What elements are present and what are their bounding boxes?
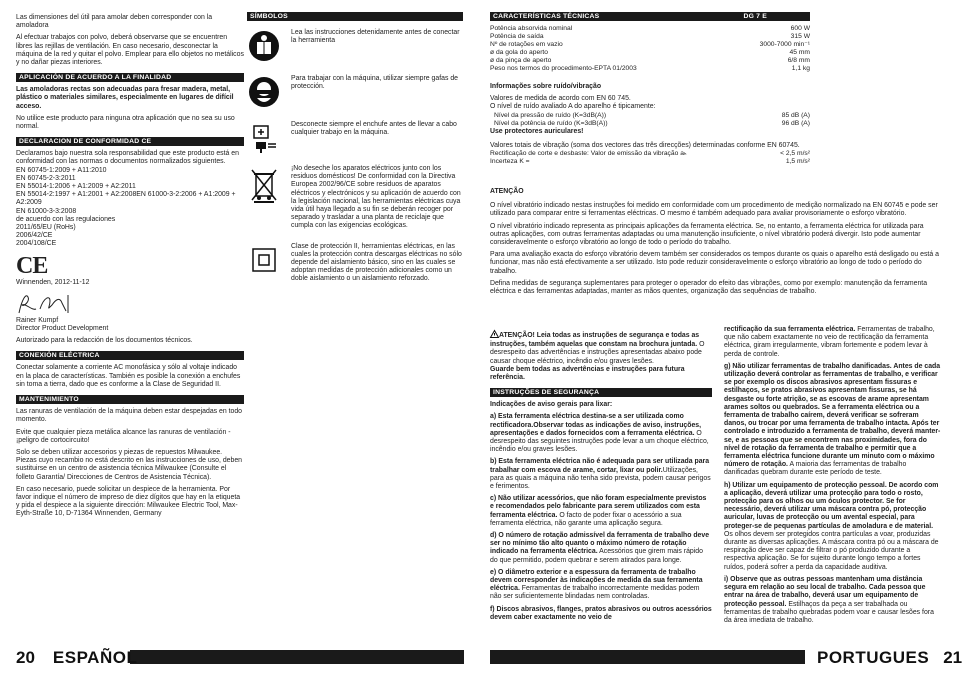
language-label: PORTUGUES <box>817 648 930 667</box>
spec-row <box>490 49 810 57</box>
noise-title: Informações sobre ruído/vibração <box>490 83 602 90</box>
spec-row-value: 6/8 mm <box>787 57 810 64</box>
spec-row-value: 45 mm <box>789 49 810 56</box>
electrical-text: Conectar solamente a corriente AC monofásica y sólo al voltaje indicado en la placa de características. También es posible la conexión a enchufes sin toma a tierra, dado que es conforme a la Clase de Seguridad II. <box>16 364 241 388</box>
signer-name: Rainer Kumpf <box>16 316 59 324</box>
page-footer <box>817 648 962 668</box>
section-header-tech <box>490 12 810 21</box>
symbol-text: Desconecte siempre el enchufe antes de llevar a cabo cualquier trabajo en la máquina. <box>291 121 457 137</box>
vibration-row <box>490 158 810 166</box>
spec-row-label: ø da gola do aperto <box>490 49 548 56</box>
spec-row <box>490 65 810 73</box>
safety-goggles-icon <box>247 75 281 109</box>
symbol-row <box>247 29 463 63</box>
section-header-safety: INSTRUÇÕES DE SEGURANÇA <box>490 388 712 397</box>
safety-subtitle: Indicações de aviso gerais para lixar: <box>490 401 613 409</box>
read-manual-icon <box>247 29 281 63</box>
safety-column-2 <box>724 326 942 629</box>
safety-list <box>490 413 712 622</box>
page-number: 20 <box>16 648 35 667</box>
noise-row-value: 85 dB (A) <box>781 111 810 119</box>
spec-row-label: Nº de rotações em vazio <box>490 41 563 48</box>
symbol-text: Clase de protección II, herramientas eléctricas, en las cuales la protección contra descargas eléctricas no sólo depende del aislamiento básico, sino en las cuales se adoptan medidas de protección adicionales como un doble aislamiento o un aislamiento reforzado. <box>291 242 462 283</box>
left-column-1 <box>16 14 244 523</box>
symbol-text: Para trabajar con la máquina, utilizar siempre gafas de protección. <box>291 75 458 91</box>
spec-row-value: 3000-7000 min⁻¹ <box>759 41 810 48</box>
warning-paragraph: ATENÇÃO! Leia todas as instruções de segurança e todas as instruções, também aquelas que constam na brochura juntada. O desrespeito das advertências e instruções apresentadas abaixo pode causar choque eléctrico, incêndio e/ou graves lesões. Guarde bem todas as advertências e instruções para futura referência. <box>490 332 705 382</box>
safety-item: d) O número de rotação admissível da ferramenta de trabalho deve ser no mínimo tão alto quanto o máximo número de rotação indicado na ferramenta eléctrica. Acessórios que girem mais rápido do que permitido, podem quebrar e serem atirados para longe. <box>490 532 710 564</box>
vibration-row-label: Incerteza K = <box>490 158 530 166</box>
noise-row-value: 96 dB (A) <box>781 119 810 127</box>
safety-item: rectificação da sua ferramenta eléctrica. Ferramentas de trabalho, que não cabem exactamente no veio de rectificação da ferramenta eléctrica, giram irregularmente, vibram fortemente e podem levar à perda de controle. <box>724 326 935 358</box>
tech-title: CARACTERÍSTICAS TÉCNICAS <box>493 13 600 20</box>
symbol-row <box>247 165 463 231</box>
application-text: Las amoladoras rectas son adecuadas para fresar madera, metal, plástico o materiales similares, especialmente en lugares de difícil acceso. <box>16 86 234 110</box>
vibration-row-value: < 2,5 m/s² <box>780 150 810 158</box>
warning-triangle-icon <box>490 330 499 341</box>
footer-bar <box>130 650 464 664</box>
left-column-2 <box>247 8 463 288</box>
weee-bin-icon <box>247 165 281 205</box>
conformity-text: Declaramos bajo nuestra sola responsabilidad que este producto está en conformidad con las normas o documentos normalizados siguientes. EN 60745-1:2009 + A11:2010 EN 60745-2-3:2011 EN 55014-1:2006 + A1:2009 + A2:2011 EN 55014-2:1997 + A1:2001 + A2:2008EN 61000-3-2:2006 + A1:2009 + A2:2009 EN 61000-3-3:2008 de acuerdo con las regulaciones 2011/65/EU (RoHs) 2006/42/CE 2004/108/CE <box>16 150 239 248</box>
symbol-text: Lea las instrucciones detenidamente antes de conectar la herramienta <box>291 29 460 45</box>
symbol-row <box>247 243 463 284</box>
attention-text: O nível vibratório indicado representa as principais aplicações da ferramenta eléctrica. Se, no entanto, a ferramenta eléctrica for utilizada para outras aplicações, com outras ferramentas adaptadas ou uma manutenção insuficiente, o nível vibratório poderá divergir. Isto pode aumentar consideravelmente o esforço vibratório ao longo de todo o período do trabalho. <box>490 222 924 247</box>
vibration-row-label: Rectificação de corte e desbaste: Valor de emissão da vibração aₕ <box>490 150 687 158</box>
authorized-text: Autorizado para la redacción de los documentos técnicos. <box>16 337 193 345</box>
attention-text: Defina medidas de segurança suplementares para proteger o operador do efeito das vibrações, como por exemplo: manutenção da ferramenta eléctrica e das ferramentas adaptadas, manter as mãos quentes, organização das sequências de trabalho. <box>490 279 928 296</box>
vibration-list <box>490 150 810 166</box>
spec-row-label: Potência absorvida nominal <box>490 25 573 32</box>
vibration-intro: Valores totais de vibração (soma dos vectores das três direcções) determinadas conforme EN 60745. <box>490 141 800 149</box>
application-note: No utilice este producto para ninguna otra aplicación que no sea su uso normal. <box>16 114 235 131</box>
attention-block <box>490 188 942 300</box>
safety-item: b) Esta ferramenta eléctrica não é adequada para ser utilizada para trabalhar com escova de arame, cortar, lixar ou polir.Utilizações, para as quais a máquina não tenha sido prevista, podem causar perigos e ferimentos. <box>490 458 711 491</box>
spec-row <box>490 41 810 49</box>
attention-text: O nível vibratório indicado nestas instruções foi medido em conformidade com um procedimento de medição normalizado na EN 60745 e pode ser utilizado para comparar entre si ferramentas eléctricas. O mesmo é também adequado para avaliar provisoriamente o esforço vibratório. <box>490 202 938 218</box>
signer-title: Director Product Development <box>16 325 109 333</box>
symbol-row <box>247 75 463 109</box>
spec-row-label: ø da pinça de aperto <box>490 57 552 64</box>
maintenance-text: Evite que cualquier pieza metálica alcance las ranuras de ventilación - ¡peligro de cortocircuito! <box>16 428 231 444</box>
intro-paragraph: Al efectuar trabajos con polvo, deberá observarse que se encuentren libres las rejillas de ventilación. En caso necesario, desconectar la máquina de la red y quitar el polvo. Emplear para ello objetos no metálicos y no dañar piezas interiores. <box>16 34 244 67</box>
spec-row <box>490 25 810 33</box>
noise-row-label: Nível da potência de ruído (K=3dB(A)) <box>494 119 608 127</box>
spec-row-value: 1,1 kg <box>791 65 810 72</box>
spec-list <box>490 25 810 73</box>
noise-intro: Valores de medida de acordo com EN 60 745. O nível de ruído avaliado A do aparelho é tipicamente: <box>490 95 656 111</box>
vibration-row-value: 1,5 m/s² <box>785 158 810 166</box>
symbol-text: ¡No deseche los aparatos eléctricos junto con los residuos domésticos! De conformidad con la Directiva Europea 2002/96/CE sobre residuos de aparatos eléctricos y electrónicos y su aplicación de acuerdo con la legislación nacional, las herramientas eléctricas cuya vida útil haya llegado a su fin se deberán recoger por separado y trasladar a una planta de reciclaje que cumpla con las exigencias ecológicas. <box>291 165 461 230</box>
section-header-application: APLICACIÓN DE ACUERDO A LA FINALIDAD <box>16 73 244 82</box>
section-header-electrical: CONEXIÓN ELÉCTRICA <box>16 351 244 360</box>
section-header-conformity: DECLARACION DE CONFORMIDAD CE <box>16 137 244 146</box>
spec-row-label: Potência de saída <box>490 33 544 40</box>
language-label: ESPAÑOL <box>52 648 138 667</box>
page-number: 21 <box>943 648 962 667</box>
spec-row <box>490 57 810 65</box>
maintenance-text: Las ranuras de ventilación de la máquina deben estar despejadas en todo momento. <box>16 408 243 424</box>
footer-bar <box>490 650 805 664</box>
safety-item: e) O diâmetro exterior e a espessura da ferramenta de trabalho devem corresponder às indicações de medida da sua ferramenta eléctrica. Ferramentas de trabalho incorrectamente medidas podem não ser suficientemente blindadas nem controladas. <box>490 568 703 601</box>
safety-item: c) Não utilizar acessórios, que não foram especialmente previstos e recomendados pelo fabricante para serem utilizados com esta ferramenta eléctrica. O facto de poder fixar o acessório a sua ferramenta eléctrica, não garante uma aplicação segura. <box>490 495 707 527</box>
tech-data-block <box>490 8 810 166</box>
noise-row <box>494 112 810 120</box>
noise-list <box>490 112 810 128</box>
intro-paragraph: Las dimensiones del útil para amolar deben corresponder con la amoladora <box>16 14 213 30</box>
spec-row-label: Peso nos termos do procedimento-EPTA 01/2003 <box>490 65 637 72</box>
class-ii-icon <box>247 243 281 277</box>
attention-text: Para uma avaliação exacta do esforço vibratório devem também ser considerados os tempos durante os quais o aparelho está desligado ou está a funcionar, mas não está efectivamente a ser utilizado. Isto pode reduzir consideravelmente o esforço vibratório ao longo de todo o período do trabalho. <box>490 251 939 275</box>
spec-row-value: 600 W <box>790 25 810 32</box>
maintenance-text: En caso necesario, puede solicitar un despiece de la herramienta. Por favor indique el número de impreso de diez dígitos que hay en la etiqueta y pida el despiece a la siguiente dirección: Milwaukee Electric Tool, Max-Eyth-Straße 10, D-71364 Winnenden, Germany <box>16 485 241 518</box>
right-page <box>477 0 962 677</box>
model-name: DG 7 E <box>743 13 767 20</box>
left-page <box>0 0 477 677</box>
vibration-row <box>490 150 810 158</box>
signature-image <box>16 291 244 317</box>
maintenance-text: Solo se deben utilizar accesorios y piezas de repuestos Milwaukee. Piezas cuyo recambio no está descrito en las instrucciones de uso, deben sustituirse en un centro de asistencia técnica Milwaukee (Consulte el folleto Garantía/ Direcciones de Centros de Asistencia Técnica). <box>16 448 242 481</box>
unplug-icon <box>247 121 281 155</box>
page-footer <box>16 648 137 668</box>
place-date: Winnenden, 2012-11-12 <box>16 278 90 286</box>
safety-item: g) Não utilizar ferramentas de trabalho danificadas. Antes de cada utilização deverá controlar as ferramentas de trabalho, e verificar se por exemplo os discos abrasivos apresentam fissuras e estilhaços, se pratos abrasivos apresentam fissuras, se há desgaste ou forte atrição, se as escovas de arame apresentam arames soltos ou quebrados. Se a ferramenta eléctrica ou a ferramenta de trabalho caírem, deverá verificar se sofreram danos, ou trocar por uma ferramenta de trabalho intacta. Após ter controlado e introduzido a ferramenta de trabalho, deverá manter-se, e as pessoas que se encontrem nas proximidades, fora do nível de rotação da ferramenta de trabalho e permitir que a ferramenta eléctrica funcione durante um minuto com o máximo número de rotação. A maioria das ferramentas de trabalho danificadas quebram durante este período de teste. <box>724 362 941 477</box>
attention-title: ATENÇÃO <box>490 188 524 195</box>
symbol-row <box>247 121 463 155</box>
noise-row <box>494 120 810 128</box>
spec-row <box>490 33 810 41</box>
safety-item: h) Utilizar um equipamento de protecção pessoal. De acordo com a aplicação, deverá utilizar uma protecção para todo o rosto, protecção para os olhos ou um óculos protector. Se for necessário, deverá utilizar uma máscara contra pó, protecção auricular, luvas de protecção ou um avental especial, para proteger-se de pequenas partículas de amoladura e de material. Os olhos devem ser protegidos contra partículas a voar, produzidas durante as diversas aplicações. A máscara contra pó ou a máscara de respiração deve ser capaz de filtrar o pó produzido durante a respectiva aplicação. Se for sujeito durante longo tempo a fortes ruídos, poderá sofrer a perda da capacidade auditiva. <box>724 481 939 571</box>
ear-protection-note: Use protectores auriculares! <box>490 127 584 135</box>
safety-list-continued <box>724 326 942 625</box>
safety-item: i) Observe que as outras pessoas mantenham uma distância segura em relação ao seu local de trabalho. Cada pessoa que entrar na área de trabalho, deverá usar um equipamento de protecção pessoal. Estilhaços da peça a ser trabalhada ou ferramentas de trabalho quebradas podem voar e causar lesões fora da área imediata de trabalho. <box>724 575 934 624</box>
spec-row-value: 315 W <box>790 33 810 40</box>
section-header-maintenance: MANTENIMIENTO <box>16 395 244 404</box>
safety-item: f) Discos abrasivos, flanges, pratos abrasivos ou outros acessórios devem caber exactamente no veio de <box>490 605 712 621</box>
noise-row-label: Nível da pressão de ruído (K=3dB(A)) <box>494 111 607 119</box>
section-header-symbols: SÍMBOLOS <box>247 12 463 21</box>
ce-mark: CE <box>16 252 48 279</box>
safety-column-1 <box>490 330 712 626</box>
safety-item: a) Esta ferramenta eléctrica destina-se a ser utilizada como rectificadora.Observar todas as indicações de aviso, instruções, apresentações e dados fornecidos com a ferramenta eléctrica. O desrespeito das seguintes instruções pode levar a um choque eléctrico, incêndio e/ou graves lesões. <box>490 413 709 454</box>
